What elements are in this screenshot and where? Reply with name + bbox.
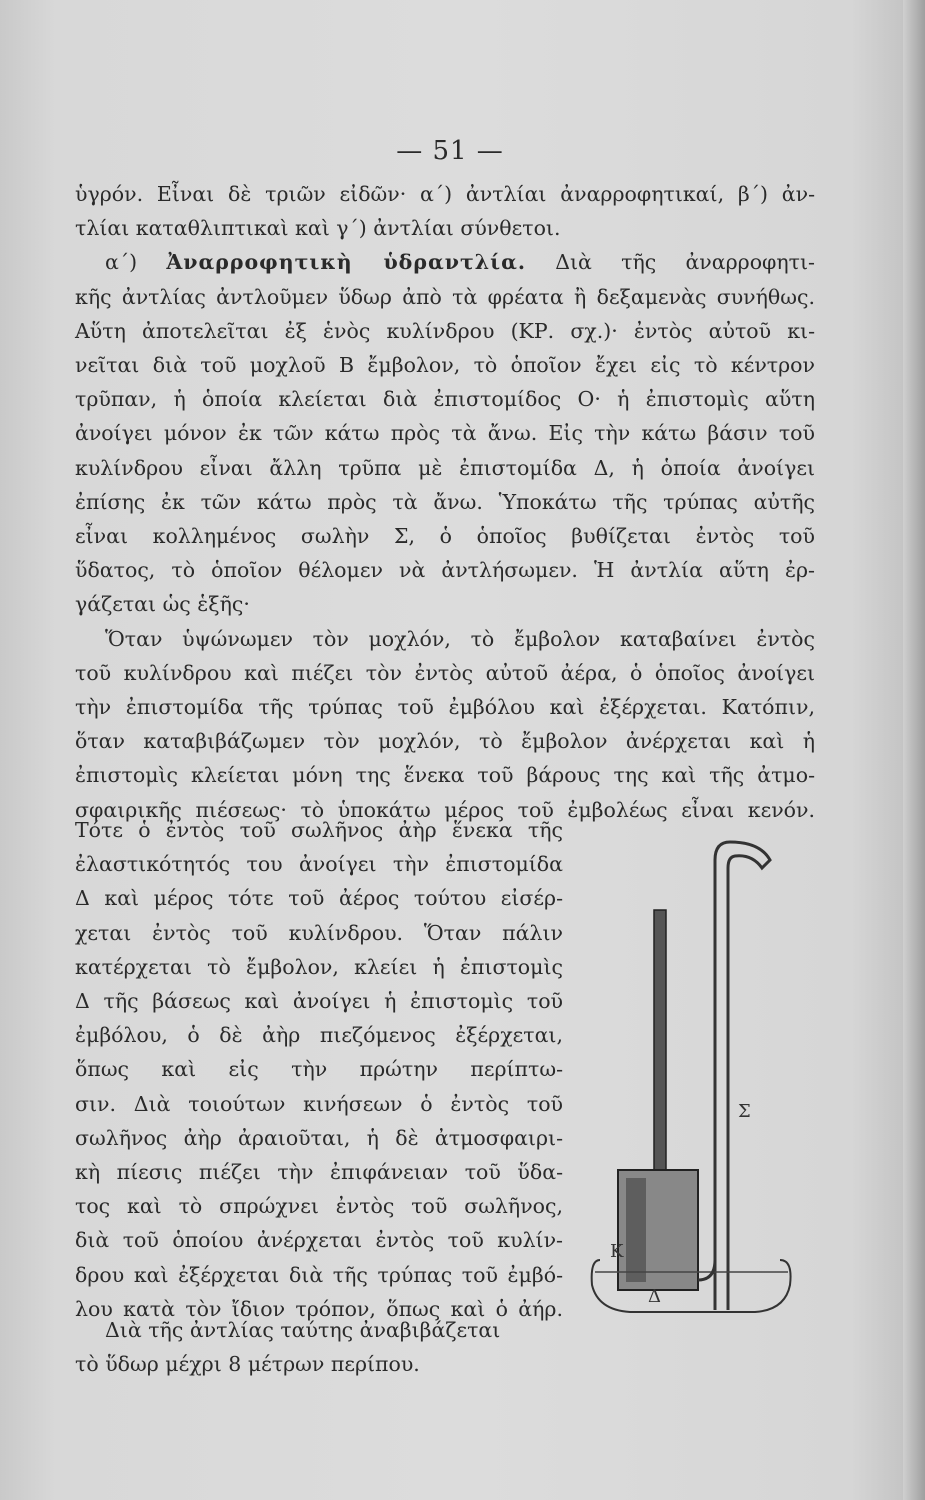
closing-text-block: [75, 1313, 563, 1381]
text-line: ἐπιστομὶς κλείεται μόνη της ἕνεκα τοῦ βάρους της καὶ τῆς ἀτμο-: [75, 763, 815, 788]
section-heading-line: [75, 245, 815, 279]
main-text-block: [75, 177, 815, 827]
text-line: κῆς ἀντλίας ἀντλοῦμεν ὕδωρ ἀπὸ τὰ φρέατα ἢ δεξαμενὰς συνήθως.: [75, 284, 815, 309]
text-line: ἐμβόλου, ὁ δὲ ἀὴρ πιεζόμενος ἐξέρχεται,: [75, 1023, 563, 1048]
text-line: τοῦ κυλίνδρου καὶ πιέζει τὸν ἐντὸς αὐτοῦ ἀέρα, ὁ ὁποῖος ἀνοίγει: [75, 660, 815, 685]
text-line: σιν. Διὰ τοιούτων κινήσεων ὁ ἐντὸς τοῦ: [75, 1091, 563, 1116]
text-line: τρῦπαν, ἡ ὁποία κλείεται διὰ ἐπιστομίδος Ο· ἡ ἐπιστομὶς αὕτη: [75, 387, 815, 412]
text-line: κυλίνδρου εἶναι ἄλλη τρῦπα μὲ ἐπιστομίδα Δ, ἡ ὁποία ἀνοίγει: [75, 455, 815, 480]
text-line: νεῖται διὰ τοῦ μοχλοῦ Β ἔμβολον, τὸ ὁποῖον ἔχει εἰς τὸ κέντρον: [75, 353, 815, 378]
page-number: — 51 —: [396, 136, 504, 166]
text-line: ἀνοίγει μόνον ἐκ τῶν κάτω πρὸς τὰ ἄνω. Εἰς τὴν κάτω βάσιν τοῦ: [75, 421, 815, 446]
page-edge: [903, 0, 925, 1500]
text-line: σωλῆνος ἀὴρ ἀραιοῦται, ἡ δὲ ἀτμοσφαιρι-: [75, 1125, 563, 1150]
wrapped-text-block: [75, 813, 563, 1326]
label-k: Κ: [610, 1241, 624, 1262]
piston-rod: [654, 910, 666, 1180]
text-line: εἶναι κολλημένος σωλὴν Σ, ὁ ὁποῖος βυθίζεται ἐντὸς τοῦ: [75, 524, 815, 549]
heading-prefix: α΄): [105, 250, 167, 275]
text-line: Τότε ὁ ἐντὸς τοῦ σωλῆνος ἀὴρ ἕνεκα τῆς: [75, 818, 563, 842]
text-line: Ὅταν ὑψώνωμεν τὸν μοχλόν, τὸ ἔμβολον καταβαίνει ἐντὸς: [105, 626, 815, 651]
pump-figure: [590, 840, 800, 1320]
text-line: ὑγρόν. Εἶναι δὲ τριῶν εἰδῶν· α΄) ἀντλίαι ἀναρροφητικαί, β΄) ἀν-: [75, 182, 815, 206]
section-heading: Ἀναρροφητικὴ ὑδραντλία.: [166, 250, 526, 275]
heading-continuation: Διὰ τῆς ἀναρροφητι-: [525, 250, 815, 275]
text-line: σφαιρικῆς πιέσεως· τὸ ὑποκάτω μέρος τοῦ ἐμβολέως εἶναι κενόν.: [75, 797, 815, 822]
pipe-sigma: [715, 842, 770, 1310]
label-sigma: Σ: [738, 1101, 751, 1122]
text-line: Διὰ τῆς ἀντλίας ταύτης ἀναβιβάζεται: [105, 1318, 501, 1342]
pump-illustration: [590, 840, 800, 1320]
text-line: Δ τῆς βάσεως καὶ ἀνοίγει ἡ ἐπιστομὶς τοῦ: [75, 989, 563, 1014]
text-line: λου κατὰ τὸν ἴδιον τρόπον, ὅπως καὶ ὁ ἀήρ.: [75, 1296, 563, 1321]
text-line: γάζεται ὡς ἑξῆς·: [75, 592, 250, 617]
label-delta: Δ: [648, 1286, 661, 1307]
text-line: Δ καὶ μέρος τότε τοῦ ἀέρος τούτου εἰσέρ-: [75, 886, 563, 911]
text-line: δρου καὶ ἐξέρχεται διὰ τῆς τρύπας τοῦ ἐμβό-: [75, 1262, 563, 1287]
text-line: Αὕτη ἀποτελεῖται ἐξ ἑνὸς κυλίνδρου (ΚΡ. σχ.)· ἐντὸς αὐτοῦ κι-: [75, 318, 815, 343]
text-line: τος καὶ τὸ σπρώχνει ἐντὸς τοῦ σωλῆνος,: [75, 1194, 563, 1219]
text-line: τὴν ἐπιστομίδα τῆς τρύπας τοῦ ἐμβόλου καὶ ἐξέρχεται. Κατόπιν,: [75, 695, 815, 720]
text-line: χεται ἐντὸς τοῦ κυλίνδρου. Ὅταν πάλιν: [75, 920, 563, 945]
text-line: κατέρχεται τὸ ἔμβολον, κλείει ἡ ἐπιστομὶς: [75, 954, 563, 979]
text-line: ἐλαστικότητός του ἀνοίγει τὴν ἐπιστομίδα: [75, 852, 563, 877]
pipe-bend: [698, 1260, 715, 1280]
text-line: τὸ ὕδωρ μέχρι 8 μέτρων περίπου.: [75, 1352, 420, 1377]
text-line: ὅταν καταβιβάζωμεν τὸν μοχλόν, τὸ ἔμβολον ἀνέρχεται καὶ ἡ: [75, 729, 815, 754]
text-line: τλίαι καταθλιπτικαὶ καὶ γ΄) ἀντλίαι σύνθετοι.: [75, 216, 561, 241]
text-line: κὴ πίεσις πιέζει τὴν ἐπιφάνειαν τοῦ ὕδα-: [75, 1160, 563, 1185]
cylinder-shade: [626, 1178, 646, 1282]
text-line: ἐπίσης ἐκ τῶν κάτω πρὸς τὰ ἄνω. Ὑποκάτω τῆς τρύπας αὐτῆς: [75, 489, 815, 514]
text-line: ὅπως καὶ εἰς τὴν πρώτην περίπτω-: [75, 1057, 563, 1082]
text-line: ὕδατος, τὸ ὁποῖον θέλομεν νὰ ἀντλήσωμεν. Ἡ ἀντλία αὕτη ἐρ-: [75, 558, 815, 583]
text-line: διὰ τοῦ ὁποίου ἀνέρχεται ἐντὸς τοῦ κυλίν-: [75, 1228, 563, 1253]
